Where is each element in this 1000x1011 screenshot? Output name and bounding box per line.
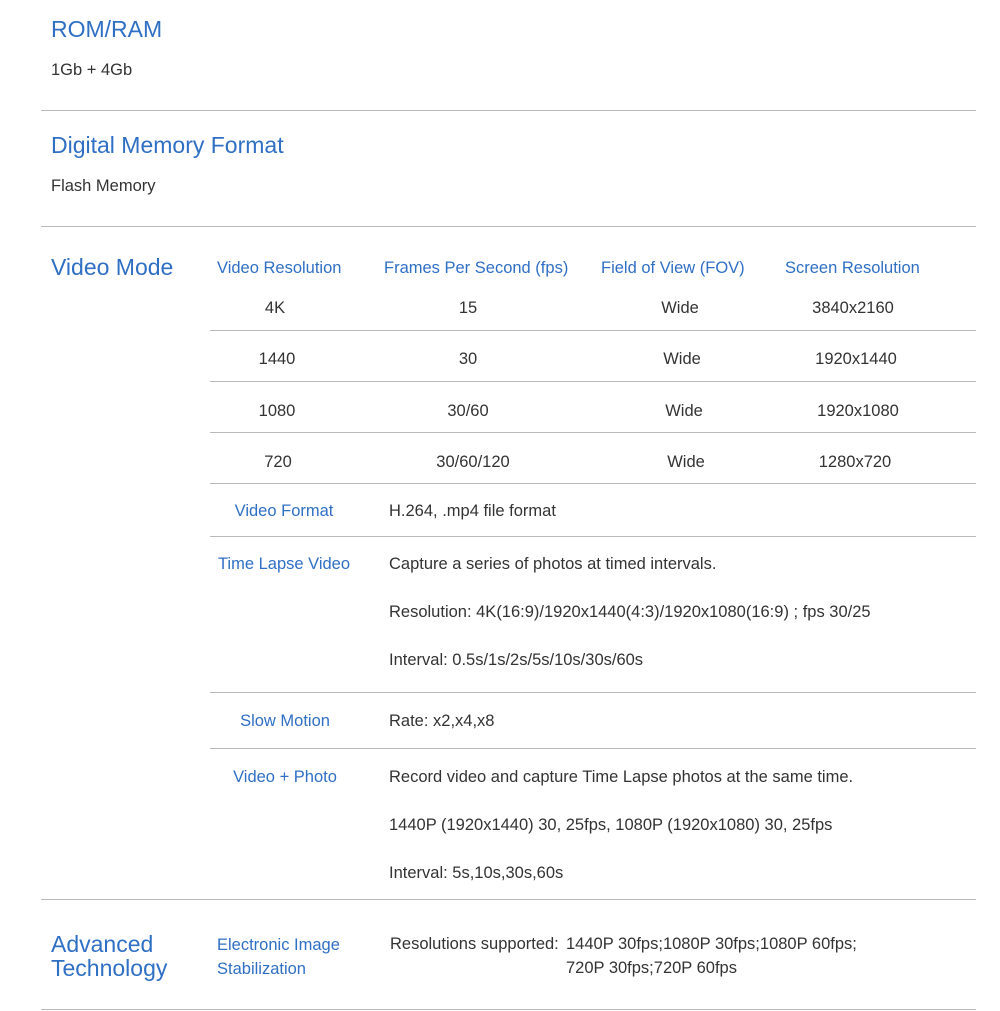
- table-cell-fps: 30: [458, 350, 478, 368]
- eis-label-line1: Electronic Image: [217, 936, 340, 954]
- advanced-title-line2: Technology: [51, 955, 168, 981]
- row-divider: [210, 692, 976, 693]
- table-cell-screen-resolution: 3840x2160: [812, 299, 894, 317]
- row-divider: [210, 432, 976, 433]
- video-photo-interval: Interval: 5s,10s,30s,60s: [389, 864, 564, 882]
- resolutions-line2: 720P 30fps;720P 60fps: [566, 959, 737, 977]
- video-photo-resolution: 1440P (1920x1440) 30, 25fps, 1080P (1920x1080) 30, 25fps: [389, 816, 833, 834]
- table-cell-resolution: 720: [264, 453, 292, 471]
- video-format-label: Video Format: [234, 502, 334, 520]
- table-cell-screen-resolution: 1920x1080: [817, 402, 899, 420]
- table-cell-fov: Wide: [663, 350, 701, 368]
- time-lapse-description: Capture a series of photos at timed intervals.: [389, 555, 717, 573]
- row-divider: [210, 330, 976, 331]
- video-photo-description: Record video and capture Time Lapse photos at the same time.: [389, 768, 854, 786]
- time-lapse-label: Time Lapse Video: [217, 555, 351, 573]
- slow-motion-label: Slow Motion: [240, 712, 330, 730]
- video-mode-title: Video Mode: [51, 254, 174, 280]
- slow-motion-value: Rate: x2,x4,x8: [389, 712, 495, 730]
- column-header-video-resolution: Video Resolution: [217, 259, 342, 277]
- table-cell-fps: 30/60: [447, 402, 489, 420]
- row-divider: [210, 483, 976, 484]
- table-cell-fov: Wide: [667, 453, 705, 471]
- video-format-value: H.264, .mp4 file format: [389, 502, 556, 520]
- table-cell-resolution: 4K: [264, 299, 286, 317]
- section-divider: [41, 899, 976, 900]
- eis-label-line2: Stabilization: [217, 960, 306, 978]
- column-header-fov: Field of View (FOV): [601, 259, 745, 277]
- table-cell-screen-resolution: 1920x1440: [815, 350, 897, 368]
- rom-ram-title: ROM/RAM: [51, 16, 163, 42]
- section-divider: [41, 110, 976, 111]
- memory-format-title: Digital Memory Format: [51, 132, 284, 158]
- table-cell-fps: 15: [458, 299, 478, 317]
- advanced-title-line1: Advanced: [51, 931, 154, 957]
- table-cell-fov: Wide: [665, 402, 703, 420]
- table-cell-screen-resolution: 1280x720: [818, 453, 892, 471]
- time-lapse-interval: Interval: 0.5s/1s/2s/5s/10s/30s/60s: [389, 651, 644, 669]
- rom-ram-value: 1Gb + 4Gb: [51, 61, 133, 79]
- time-lapse-resolution: Resolution: 4K(16:9)/1920x1440(4:3)/1920x1080(16:9) ; fps 30/25: [389, 603, 871, 621]
- section-divider: [41, 1009, 976, 1010]
- table-cell-resolution: 1440: [258, 350, 296, 368]
- column-header-screen-resolution: Screen Resolution: [785, 259, 920, 277]
- table-cell-fov: Wide: [661, 299, 699, 317]
- section-divider: [41, 226, 976, 227]
- memory-format-value: Flash Memory: [51, 177, 156, 195]
- row-divider: [210, 381, 976, 382]
- table-cell-resolution: 1080: [258, 402, 296, 420]
- resolutions-prefix: Resolutions supported:: [390, 935, 559, 953]
- table-cell-fps: 30/60/120: [436, 453, 510, 471]
- row-divider: [210, 748, 976, 749]
- video-photo-label: Video + Photo: [233, 768, 337, 786]
- column-header-fps: Frames Per Second (fps): [384, 259, 569, 277]
- row-divider: [210, 536, 976, 537]
- resolutions-line1: 1440P 30fps;1080P 30fps;1080P 60fps;: [566, 935, 857, 953]
